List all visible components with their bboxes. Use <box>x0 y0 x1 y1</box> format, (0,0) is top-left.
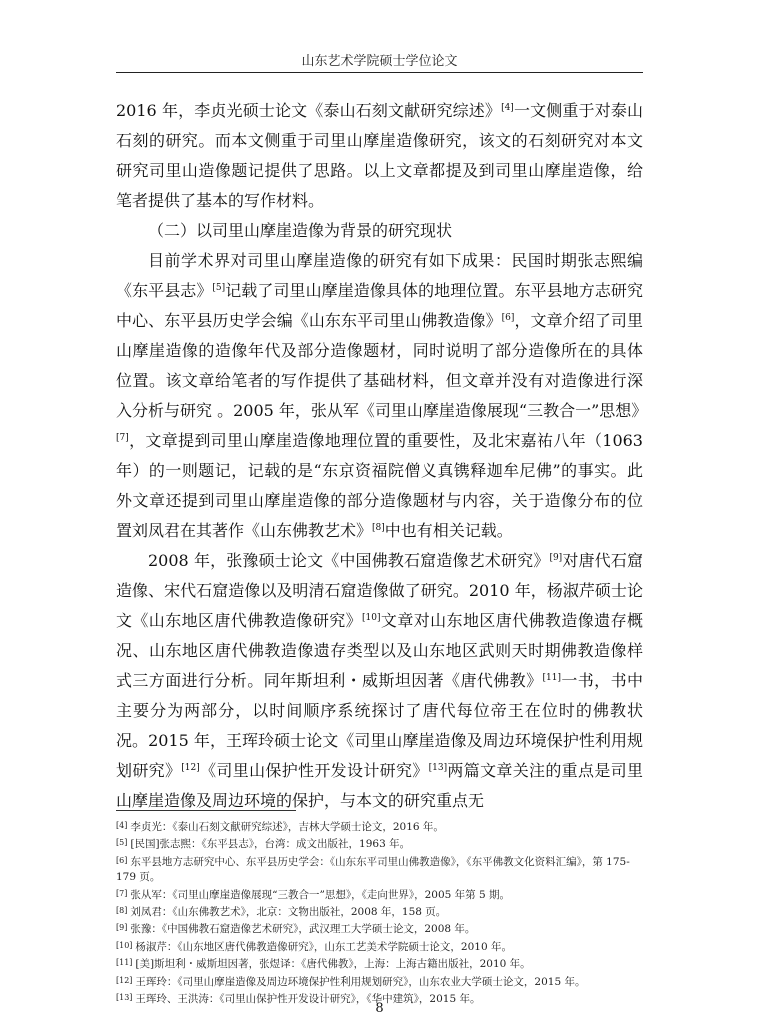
footnote-text: 杨淑芹：《山东地区唐代佛教造像研究》，山东工艺美术学院硕士论文，2010 年。 <box>135 940 512 953</box>
footnote-text: 李贞光：《泰山石刻文献研究综述》，吉林大学硕士论文，2016 年。 <box>130 821 444 833</box>
text-run: 目前学术界对司里山摩崖造像的研究有如下成果：民国时期张志熙编《东平县志》 <box>116 251 643 300</box>
text-run: ，文章提到司里山摩崖造像地理位置的重要性，及北宋嘉祐八年（1063 年）的一则题记，记载的是“东京资福院僧义真镌释迦牟尼佛”的事实。此外文章还提到司里山摩崖造像的部分造像题材与内容，关于造像分布的位置刘凤君在其著作《山东佛教艺术》 <box>116 431 643 540</box>
footnote-text: [美]斯坦利・威斯坦因著，张煜译：《唐代佛教》，上海：上海古籍出版社，2010 年。 <box>135 958 531 971</box>
footnotes <box>116 818 643 1007</box>
text-run: 对唐代石窟造像、宋代石窟造像以及明清石窟造像做了研究。2010 年，杨淑芹硕士论文《山东地区唐代佛教造像研究》 <box>116 551 643 630</box>
text-run: 2008 年，张豫硕士论文《中国佛教石窟造像艺术研究》 <box>148 551 550 570</box>
footnote-number: [11] <box>116 958 133 968</box>
text-run: 记载了司里山摩崖造像具体的地理位置。东平县地方志研究中心、东平县历史学会编《山东东平司里山佛教造像》 <box>116 281 643 330</box>
footnote <box>116 955 643 972</box>
citation-ref: [4] <box>501 103 514 113</box>
section-heading: （二）以司里山摩崖造像为背景的研究现状 <box>148 221 453 240</box>
footnote-number: [9] <box>116 923 128 933</box>
footnote-text: 刘凤君：《山东佛教艺术》，北京：文物出版社，2008 年，158 页。 <box>130 906 447 919</box>
footnote-number: [5] <box>116 838 128 848</box>
footnote-number: [4] <box>116 821 128 830</box>
footnote-separator <box>116 810 296 811</box>
paragraph <box>116 546 643 816</box>
citation-ref: [6] <box>501 313 515 323</box>
text-run: 一文侧重于对泰山石刻的研究。而本文侧重于司里山摩崖造像研究，该文的石刻研究对本文研究司里山造像题记提供了思路。以上文章都提及到司里山摩崖造像，给笔者提供了基本的写作材料。 <box>116 101 643 210</box>
footnote <box>116 818 643 835</box>
citation-ref: [11] <box>542 673 561 683</box>
text-run: 《司里山保护性开发设计研究》 <box>199 761 429 780</box>
text-run: 一书，书中主要分为两部分，以时间顺序系统探讨了唐代每位帝王在位时的佛教状况。2015 年，王珲玲硕士论文《司里山摩崖造像及周边环境保护性利用规划研究》 <box>116 671 643 780</box>
page-number: 8 <box>375 1001 384 1016</box>
footnote <box>116 853 643 886</box>
citation-ref: [7] <box>116 433 129 443</box>
footnote-text: 东平县地方志研究中心、东平县历史学会：《山东东平司里山佛教造像》，《东平佛教文化资料汇编》，第 175-179 页。 <box>116 855 630 884</box>
footnote-number: [13] <box>116 993 133 1003</box>
footnote-text: 王珲玲、王洪涛：《司里山保护性开发设计研究》，《华中建筑》，2015 年。 <box>135 993 481 1006</box>
text-run: 两篇文章关注的重点是司里山摩崖造像及周边环境的保护，与本文的研究重点无 <box>116 761 643 810</box>
footnote <box>116 973 643 990</box>
running-header: 山东艺术学院硕士学位论文 <box>301 54 458 69</box>
footnote-number: [10] <box>116 940 133 950</box>
footnote-text: [民国]张志熙：《东平县志》，台湾：成文出版社，1963 年。 <box>130 838 411 851</box>
citation-ref: [8] <box>372 523 385 533</box>
footnote <box>116 920 643 937</box>
text-run: 文章对山东地区唐代佛教造像遗存概况、山东地区唐代佛教造像遗存类型以及山东地区武则天时期佛教造像样式三方面进行分析。同年斯坦利・威斯坦因著《唐代佛教》 <box>116 611 643 690</box>
footnote-number: [6] <box>116 855 128 865</box>
footnote-text: 张豫：《中国佛教石窟造像艺术研究》，武汉理工大学硕士论文，2008 年。 <box>130 923 476 936</box>
paragraph <box>116 246 648 546</box>
footnote <box>116 835 643 852</box>
body-text <box>116 96 648 816</box>
citation-ref: [12] <box>181 763 200 773</box>
footnote-number: [8] <box>116 906 128 916</box>
paragraph <box>116 96 643 216</box>
footnote-number: [7] <box>116 888 128 898</box>
citation-ref: [10] <box>362 613 381 623</box>
citation-ref: [9] <box>549 553 563 563</box>
footnote-text: 张从军：《司里山摩崖造像展现“三教合一”思想》，《走向世界》，2005 年第 5 期。 <box>130 888 510 901</box>
footnote-text: 王珲玲：《司里山摩崖造像及周边环境保护性利用规划研究》，山东农业大学硕士论文，2015 年。 <box>135 975 586 988</box>
citation-ref: [13] <box>428 763 448 773</box>
text-run: 2016 年，李贞光硕士论文《泰山石刻文献研究综述》 <box>116 101 502 120</box>
text-run: ，文章介绍了司里山摩崖造像的造像年代及部分造像题材，同时说明了部分造像所在的具体位置。该文章给笔者的写作提供了基础材料，但文章并没有对造像进行深入分析与研究 。2005 年，张从军《司里山摩崖造像展现“三教合一”思想》 <box>116 311 648 420</box>
header-rule <box>116 72 643 73</box>
footnote <box>116 903 643 920</box>
footnote-number: [12] <box>116 975 133 985</box>
citation-ref: [5] <box>212 283 226 293</box>
text-run: 中也有相关记载。 <box>384 521 513 540</box>
footnote <box>116 938 643 955</box>
footnote <box>116 886 643 903</box>
